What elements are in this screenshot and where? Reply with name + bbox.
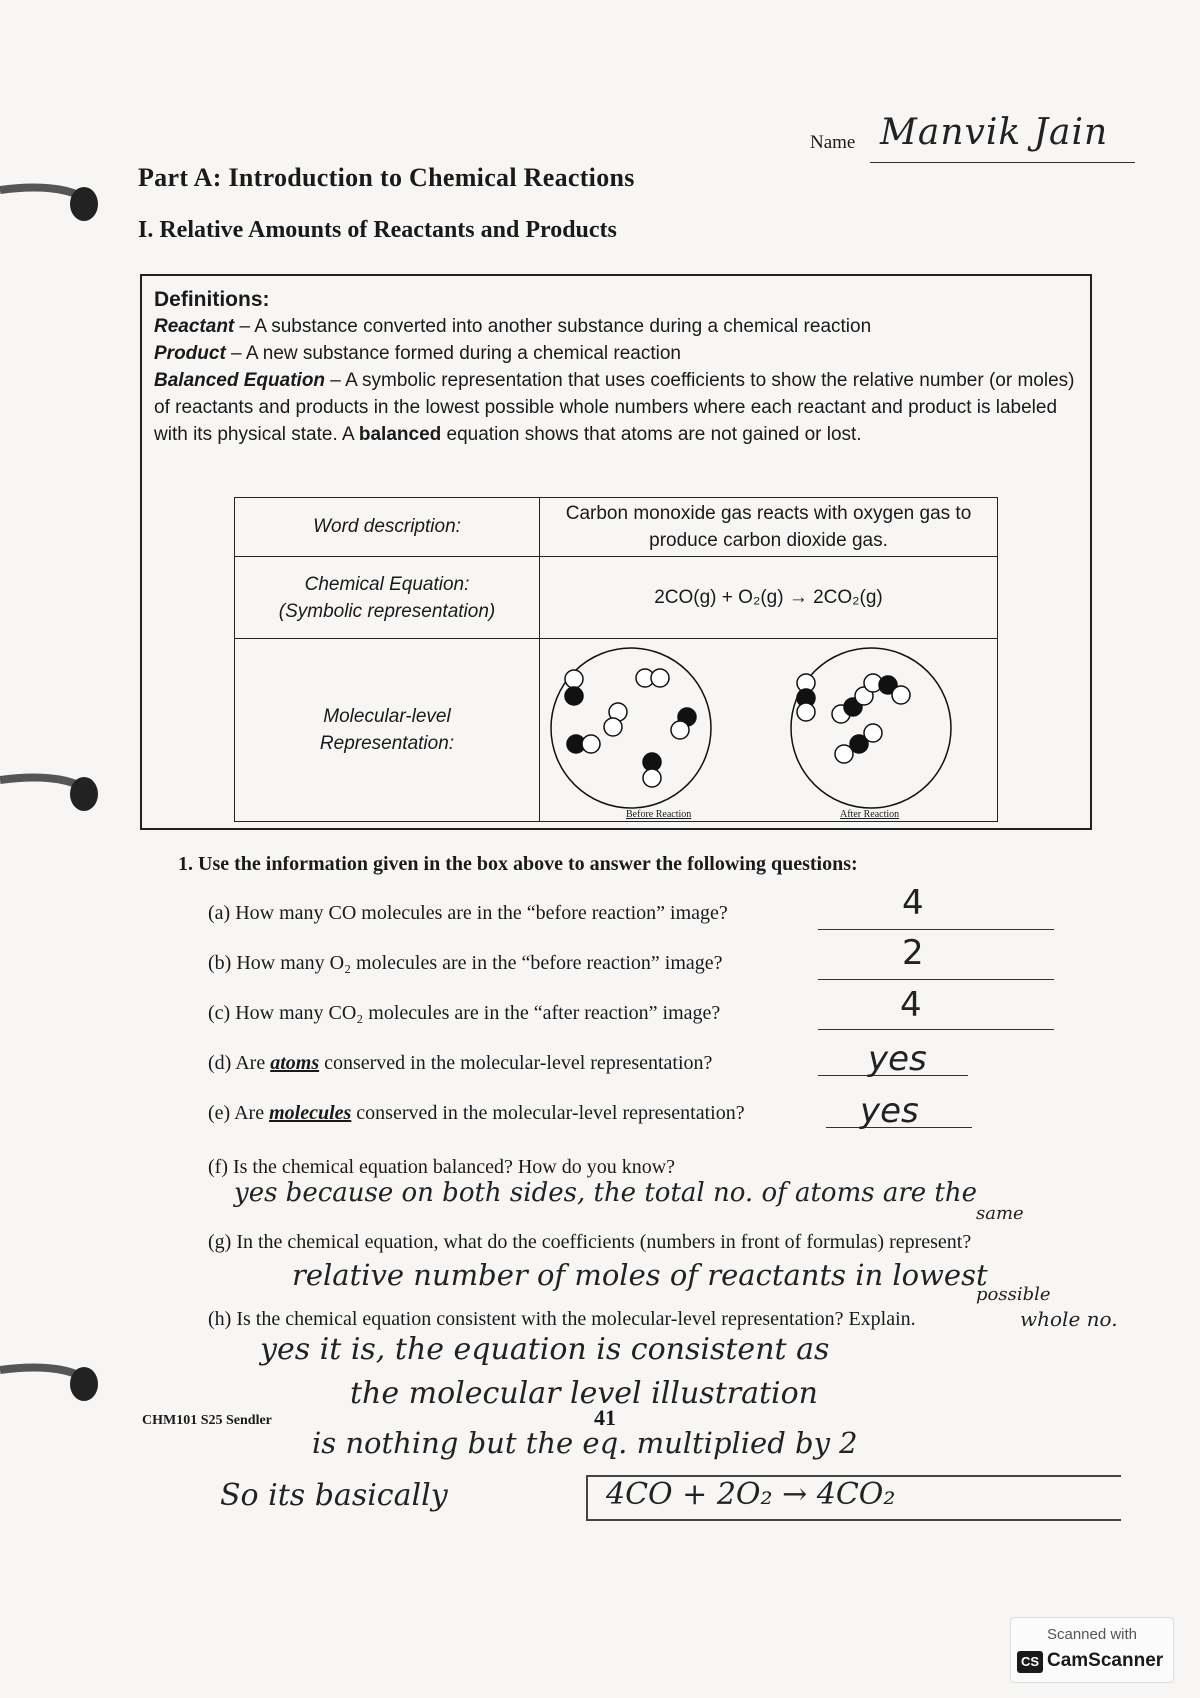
- co2-molecule: [797, 674, 815, 721]
- answer-e: yes: [860, 1091, 919, 1131]
- definitions-box: [140, 274, 1092, 830]
- balanced-def-1: – A symbolic representation that uses coefficients to show the relative number (or moles) of reactants and products in the lowest possible whole numbers where each reactant and product is labeled with its physical state. A: [154, 370, 1075, 445]
- binder-ring-icon: [0, 172, 105, 232]
- name-label: Name: [810, 132, 856, 153]
- balanced-bold: balanced: [358, 424, 442, 445]
- o2-molecule: [636, 669, 669, 687]
- answer-h-line3: is nothing but the eq. multiplied by 2: [312, 1426, 858, 1460]
- word-description-value: Carbon monoxide gas reacts with oxygen gas to produce carbon dioxide gas.: [540, 498, 998, 557]
- product-def: – A new substance formed during a chemical reaction: [225, 343, 681, 364]
- product-term: Product: [154, 343, 226, 364]
- molecular-diagram: [541, 640, 996, 820]
- answer-f-line2: same: [976, 1203, 1024, 1224]
- question-h: (h) Is the chemical equation consistent with the molecular-level representation? Explain.: [208, 1308, 916, 1330]
- question-c: (c) How many CO₂ molecules are in the “after reaction” image?: [208, 1002, 721, 1024]
- question-a: (a) How many CO molecules are in the “before reaction” image?: [208, 902, 728, 924]
- binder-ring-icon: [0, 762, 105, 822]
- answer-d: yes: [868, 1039, 927, 1079]
- page-number: 41: [594, 1405, 616, 1430]
- question-e: [208, 1102, 745, 1125]
- answer-line-b: [818, 979, 1054, 980]
- answer-f-line1: yes because on both sides, the total no. of atoms are the: [234, 1178, 978, 1208]
- answer-line-c: [818, 1029, 1054, 1030]
- reactant-definition: [154, 313, 1079, 340]
- balanced-def-2: equation shows that atoms are not gained or lost.: [441, 424, 862, 445]
- answer-g-line1: relative number of moles of reactants in lowest: [292, 1258, 988, 1292]
- question-d-pre: (d) Are: [208, 1052, 271, 1074]
- question-b: (b) How many O₂ molecules are in the “before reaction” image?: [208, 952, 723, 974]
- question-d: [208, 1052, 712, 1075]
- section-title: I. Relative Amounts of Reactants and Products: [138, 217, 617, 243]
- question-e-pre: (e) Are: [208, 1102, 270, 1124]
- chemical-equation-label-1: Chemical Equation:: [304, 573, 470, 595]
- definitions-heading: Definitions:: [154, 288, 270, 311]
- o2-molecule: [604, 703, 627, 736]
- answer-h-line4: So its basically: [220, 1478, 448, 1513]
- before-reaction-caption: Before Reaction: [626, 809, 692, 820]
- part-title: Part A: Introduction to Chemical Reactions: [138, 163, 635, 192]
- name-line: [870, 162, 1135, 163]
- balanced-term: Balanced Equation: [154, 370, 326, 391]
- co-molecule: [567, 735, 600, 753]
- chemical-equation-label-2: (Symbolic representation): [278, 600, 496, 622]
- answer-h-boxed-equation: 4CO + 2O₂ → 4CO₂: [586, 1475, 1121, 1521]
- chemical-equation-label: [235, 557, 540, 639]
- word-description-label: Word description:: [235, 498, 540, 557]
- after-reaction-caption: After Reaction: [840, 809, 900, 820]
- course-footer: CHM101 S25 Sendler: [142, 1413, 272, 1428]
- question-f: (f) Is the chemical equation balanced? How do you know?: [208, 1156, 676, 1178]
- chemical-equation-value: 2CO(g) + O₂(g) → 2CO₂(g): [540, 557, 998, 639]
- molecular-level-label: [235, 639, 540, 822]
- co-molecule: [565, 670, 583, 705]
- co-molecule: [643, 753, 661, 787]
- name-handwritten: Manvik Jain: [880, 112, 1109, 153]
- answer-g-line3: whole no.: [1020, 1307, 1118, 1331]
- co-molecule: [671, 708, 696, 739]
- product-definition: [154, 340, 1079, 367]
- question-g: (g) In the chemical equation, what do the coefficients (numbers in front of formulas) represent?: [208, 1231, 972, 1253]
- watermark-brand: CamScanner: [1047, 1650, 1164, 1671]
- molecular-level-label-1: Molecular-level: [323, 706, 451, 727]
- question-e-emphasis: molecules: [269, 1102, 352, 1124]
- answer-b: 2: [902, 933, 924, 973]
- balanced-definition: [154, 367, 1079, 448]
- camscanner-logo-icon: CS: [1017, 1651, 1043, 1673]
- question-e-post: conserved in the molecular-level representation?: [351, 1102, 745, 1124]
- representation-table: [234, 497, 998, 822]
- molecular-level-label-2: Representation:: [319, 733, 455, 754]
- definitions-text: [154, 286, 1079, 448]
- answer-a: 4: [902, 883, 924, 923]
- answer-line-a: [818, 929, 1054, 930]
- binder-ring-icon: [0, 1352, 105, 1412]
- answer-g-line2: possible: [976, 1284, 1051, 1305]
- answer-c: 4: [900, 985, 922, 1025]
- co2-molecule: [832, 687, 873, 723]
- question-intro: 1. Use the information given in the box above to answer the following questions:: [178, 853, 858, 875]
- answer-h-line1: yes it is, the equation is consistent as: [260, 1332, 830, 1367]
- watermark-scanned-with: Scanned with: [1046, 1626, 1138, 1643]
- reactant-def: – A substance converted into another substance during a chemical reaction: [234, 316, 872, 337]
- question-d-emphasis: atoms: [270, 1052, 320, 1074]
- question-d-post: conserved in the molecular-level representation?: [319, 1052, 713, 1074]
- reactant-term: Reactant: [154, 316, 235, 337]
- molecular-diagram-cell: [540, 639, 998, 822]
- camscanner-watermark: [1010, 1617, 1174, 1683]
- answer-h-line2: the molecular level illustration: [350, 1376, 819, 1411]
- co2-molecule: [835, 724, 882, 763]
